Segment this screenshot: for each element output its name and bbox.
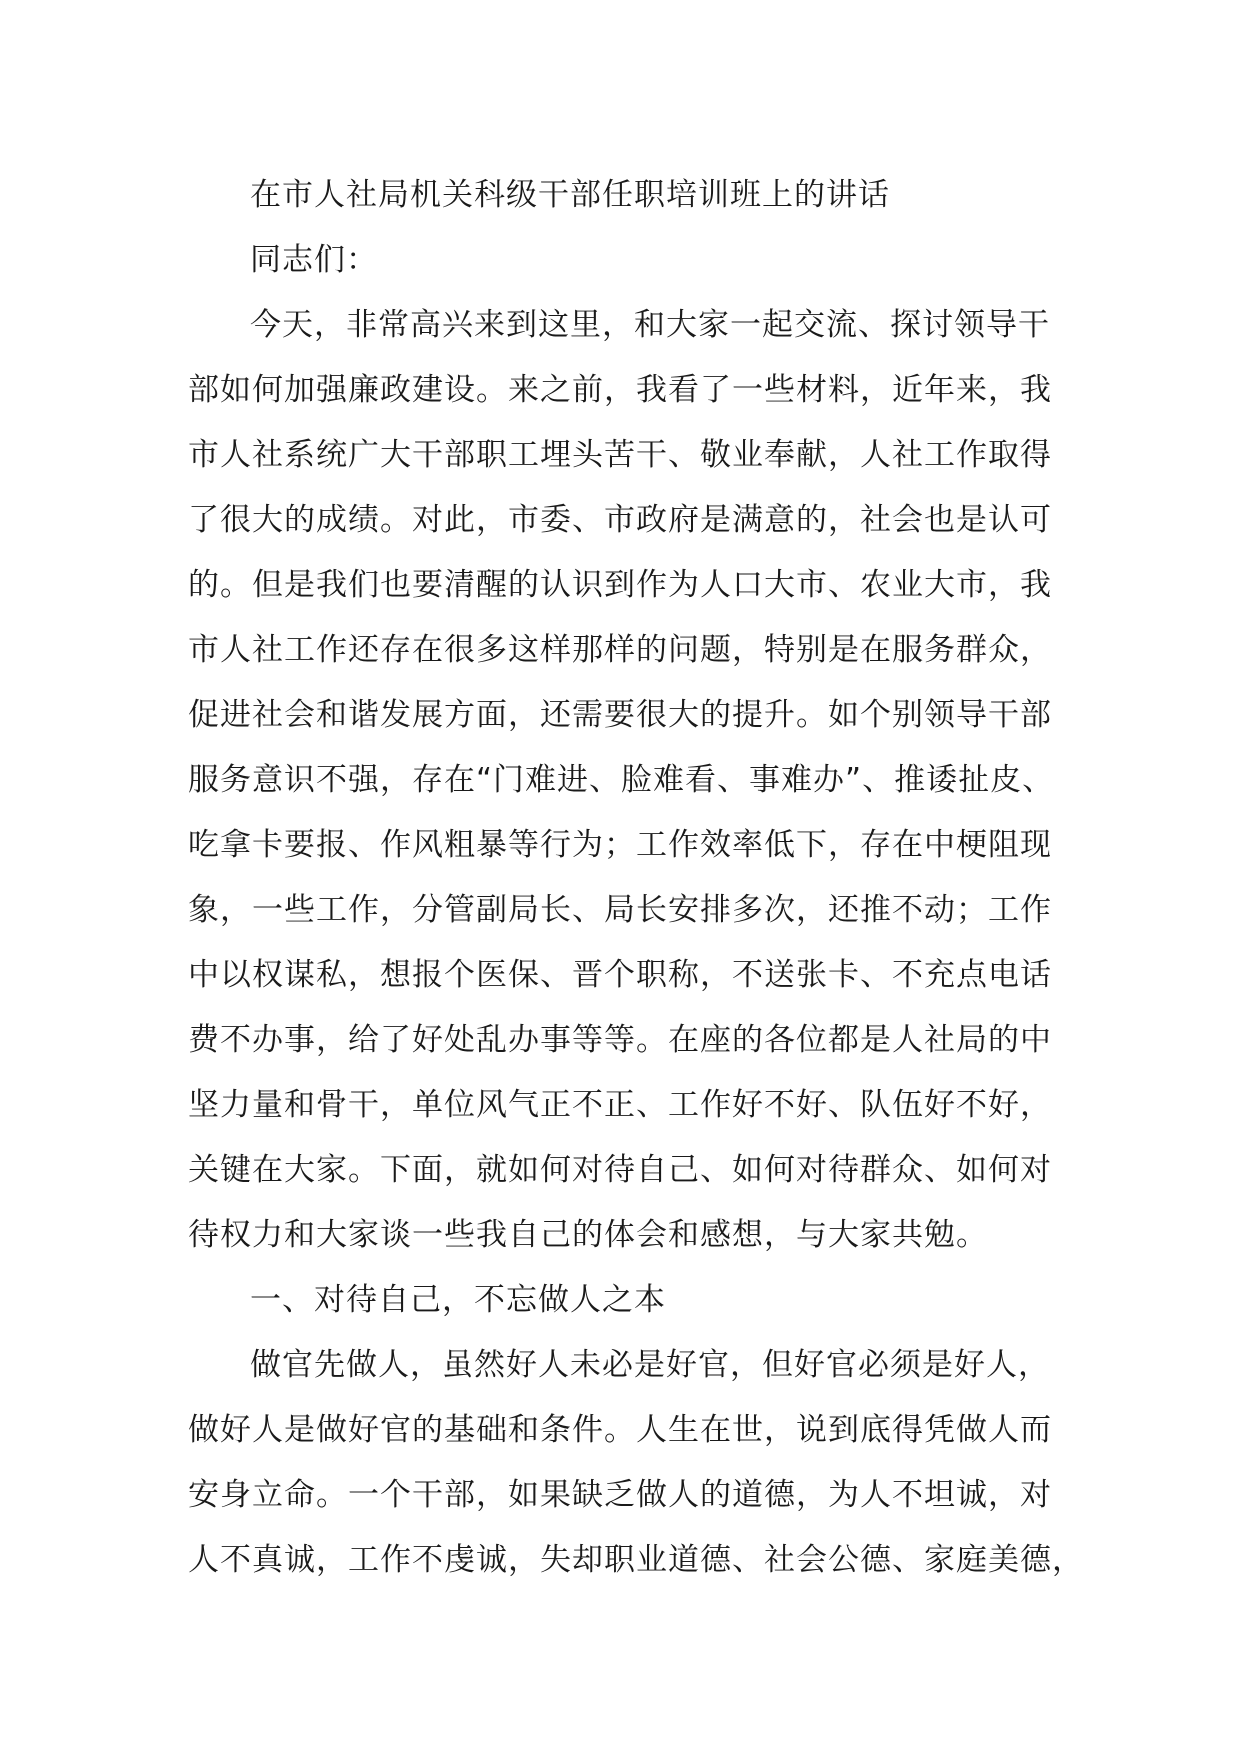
paragraph-line: 部如何加强廉政建设。来之前，我看了一些材料，近年来，我 bbox=[188, 372, 1052, 408]
section-heading: 一、对待自己，不忘做人之本 bbox=[250, 1282, 666, 1318]
document-title: 在市人社局机关科级干部任职培训班上的讲话 bbox=[250, 177, 890, 213]
paragraph-line: 吃拿卡要报、作风粗暴等行为；工作效率低下，存在中梗阻现 bbox=[188, 827, 1052, 863]
paragraph-line: 今天，非常高兴来到这里，和大家一起交流、探讨领导干 bbox=[250, 307, 1050, 343]
paragraph-line: 费不办事，给了好处乱办事等等。在座的各位都是人社局的中 bbox=[188, 1022, 1052, 1058]
paragraph-line: 市人社工作还存在很多这样那样的问题，特别是在服务群众， bbox=[188, 632, 1052, 668]
paragraph-line: 服务意识不强，存在“门难进、脸难看、事难办”、推诿扯皮、 bbox=[188, 762, 1055, 798]
paragraph-line: 中以权谋私，想报个医保、晋个职称，不送张卡、不充点电话 bbox=[188, 957, 1052, 993]
paragraph-line: 的。但是我们也要清醒的认识到作为人口大市、农业大市，我 bbox=[188, 567, 1052, 603]
document-body bbox=[188, 163, 1084, 1593]
paragraph-line: 市人社系统广大干部职工埋头苦干、敬业奉献，人社工作取得 bbox=[188, 437, 1052, 473]
paragraph-line: 象，一些工作，分管副局长、局长安排多次，还推不动；工作 bbox=[188, 892, 1052, 928]
salutation: 同志们： bbox=[250, 242, 378, 278]
paragraph-line: 促进社会和谐发展方面，还需要很大的提升。如个别领导干部 bbox=[188, 697, 1052, 733]
paragraph-line: 做好人是做好官的基础和条件。人生在世，说到底得凭做人而 bbox=[188, 1412, 1052, 1448]
paragraph-line: 安身立命。一个干部，如果缺乏做人的道德，为人不坦诚，对 bbox=[188, 1477, 1052, 1513]
paragraph-line: 坚力量和骨干，单位风气正不正、工作好不好、队伍好不好， bbox=[188, 1087, 1052, 1123]
paragraph-line: 做官先做人，虽然好人未必是好官，但好官必须是好人， bbox=[250, 1347, 1050, 1383]
paragraph-line: 了很大的成绩。对此，市委、市政府是满意的，社会也是认可 bbox=[188, 502, 1052, 538]
paragraph-line: 关键在大家。下面，就如何对待自己、如何对待群众、如何对 bbox=[188, 1152, 1052, 1188]
paragraph-line: 待权力和大家谈一些我自己的体会和感想，与大家共勉。 bbox=[188, 1217, 988, 1253]
paragraph-line: 人不真诚，工作不虔诚，失却职业道德、社会公德、家庭美德， bbox=[188, 1542, 1084, 1578]
